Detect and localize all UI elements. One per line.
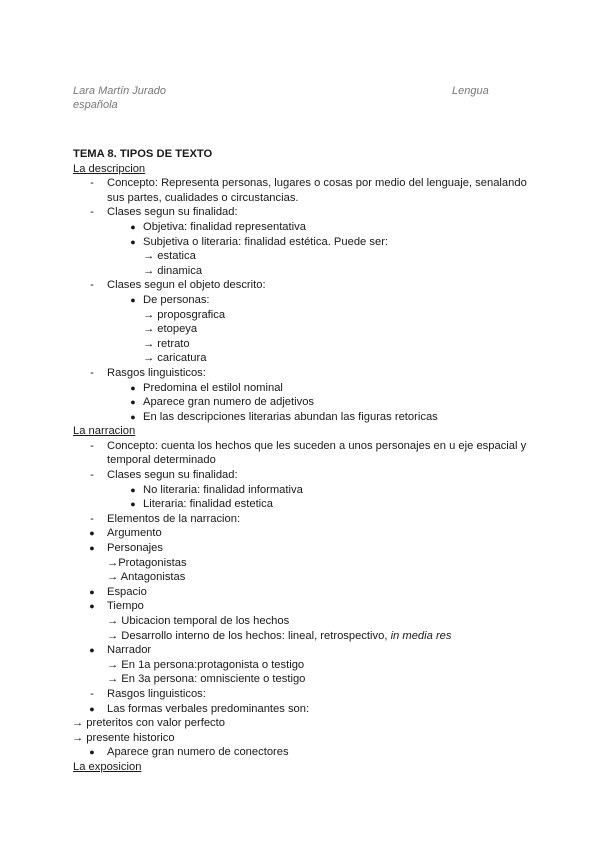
document-body bbox=[73, 147, 543, 775]
bullet-marker: ● bbox=[130, 221, 136, 232]
list-item bbox=[73, 541, 543, 556]
doc-title: TEMA 8. TIPOS DE TEXTO bbox=[73, 148, 213, 160]
bullet-marker: ● bbox=[89, 703, 95, 714]
list-item bbox=[73, 745, 543, 760]
list-item: → preteritos con valor perfecto bbox=[72, 717, 225, 730]
list-item-text: Clases segun su finalidad: bbox=[107, 469, 238, 482]
bullet-marker: ● bbox=[130, 484, 136, 495]
list-item-text: Rasgos linguisticos: bbox=[107, 366, 206, 379]
list-item: → En 1a persona:protagonista o testigo bbox=[107, 658, 305, 671]
subject-label: Lengua bbox=[452, 85, 489, 97]
list-item bbox=[73, 643, 543, 658]
list-item-text: Objetiva: finalidad representativa bbox=[143, 220, 306, 233]
list-item-text: Elementos de la narracion: bbox=[107, 512, 241, 525]
page-header bbox=[73, 84, 503, 111]
list-item: → dinamica bbox=[143, 264, 203, 277]
bullet-marker: ● bbox=[130, 411, 136, 422]
bullet-marker: ● bbox=[89, 543, 95, 554]
list-item: → etopeya bbox=[143, 323, 198, 336]
section-heading-narracion: La narracion bbox=[73, 425, 136, 438]
list-item bbox=[73, 293, 543, 308]
list-item bbox=[73, 497, 543, 512]
author-name: Lara Martín Jurado bbox=[73, 85, 166, 97]
list-item: → Antagonistas bbox=[107, 571, 186, 584]
dash-marker: - bbox=[90, 469, 94, 482]
bullet-marker: ● bbox=[130, 499, 136, 510]
list-item-text: Personajes bbox=[107, 542, 163, 555]
subject-label-cont: española bbox=[73, 99, 118, 111]
list-item: → En 3a persona: omnisciente o testigo bbox=[107, 673, 306, 686]
list-item bbox=[73, 439, 543, 454]
bullet-marker: ● bbox=[89, 586, 95, 597]
list-item bbox=[73, 220, 543, 235]
list-item bbox=[73, 629, 543, 644]
list-item: → estatica bbox=[143, 250, 196, 263]
list-item bbox=[73, 381, 543, 396]
italic-term: in media res bbox=[390, 629, 452, 642]
list-item bbox=[73, 512, 543, 527]
list-item: → proposgrafica bbox=[143, 308, 226, 321]
list-item-text: Argumento bbox=[107, 527, 162, 540]
list-item-text: Aparece gran numero de conectores bbox=[107, 746, 289, 759]
list-item: → caricatura bbox=[143, 352, 207, 365]
list-item bbox=[73, 526, 543, 541]
list-item-cont bbox=[73, 453, 543, 468]
list-item-text: Tiempo bbox=[107, 600, 144, 613]
list-item bbox=[73, 235, 543, 250]
list-item-text: Clases segun su finalidad: bbox=[107, 206, 238, 219]
dash-marker: - bbox=[90, 687, 94, 700]
dash-marker: - bbox=[90, 512, 94, 525]
list-item bbox=[73, 687, 543, 702]
list-item bbox=[73, 278, 543, 293]
list-item bbox=[73, 176, 543, 191]
list-item-text: → Desarrollo interno de los hechos: lineal, retrospectivo, bbox=[107, 629, 391, 642]
list-item-text: Literaria: finalidad estetica bbox=[143, 498, 273, 511]
list-item-text: Concepto: cuenta los hechos que les suceden a unos personajes en u eje espacial y bbox=[107, 439, 527, 452]
bullet-marker: ● bbox=[130, 236, 136, 247]
list-item bbox=[73, 585, 543, 600]
list-item-text: Predomina el estilol nominal bbox=[143, 381, 283, 394]
bullet-marker: ● bbox=[89, 747, 95, 758]
dash-marker: - bbox=[90, 177, 94, 190]
list-item: → Ubicacion temporal de los hechos bbox=[107, 615, 290, 627]
list-item-text: Subjetiva o literaria: finalidad estética. Puede ser: bbox=[143, 235, 389, 248]
list-item bbox=[73, 205, 543, 220]
list-item: →Protagonistas bbox=[107, 556, 187, 569]
list-item bbox=[73, 410, 543, 425]
list-item bbox=[73, 702, 543, 717]
dash-marker: - bbox=[90, 206, 94, 219]
bullet-marker: ● bbox=[89, 645, 95, 656]
dash-marker: - bbox=[90, 439, 94, 452]
list-item-text: De personas: bbox=[143, 293, 210, 306]
section-heading-descripcion: La descripcion bbox=[73, 162, 146, 175]
list-item-text: Espacio bbox=[107, 585, 147, 598]
list-item bbox=[73, 599, 543, 614]
list-item bbox=[73, 468, 543, 483]
list-item: → presente historico bbox=[72, 731, 175, 744]
list-item-text: No literaria: finalidad informativa bbox=[143, 483, 303, 496]
list-item-text: Las formas verbales predominantes son: bbox=[107, 702, 310, 715]
list-item-text: Rasgos linguisticos: bbox=[107, 687, 206, 700]
list-item-text: En las descripciones literarias abundan las figuras retoricas bbox=[143, 410, 438, 423]
bullet-marker: ● bbox=[130, 397, 136, 408]
list-item bbox=[73, 395, 543, 410]
bullet-marker: ● bbox=[130, 382, 136, 393]
list-item-text: Concepto: Representa personas, lugares o cosas por medio del lenguaje, senalando bbox=[107, 177, 527, 190]
list-item bbox=[73, 483, 543, 498]
list-item-text: sus partes, cualidades o circustancias. bbox=[107, 191, 299, 204]
list-item-cont bbox=[73, 191, 543, 206]
list-item-text: Clases segun el objeto descrito: bbox=[107, 279, 266, 292]
list-item: → retrato bbox=[143, 337, 190, 350]
list-item-text: Aparece gran numero de adjetivos bbox=[143, 396, 315, 409]
bullet-marker: ● bbox=[89, 601, 95, 612]
section-heading-exposicion: La exposicion bbox=[73, 760, 142, 773]
bullet-marker: ● bbox=[130, 294, 136, 305]
list-item bbox=[73, 366, 543, 381]
bullet-marker: ● bbox=[89, 528, 95, 539]
list-item-text: temporal determinado bbox=[107, 454, 216, 467]
list-item-text: Narrador bbox=[107, 644, 152, 657]
dash-marker: - bbox=[90, 366, 94, 379]
dash-marker: - bbox=[90, 279, 94, 292]
